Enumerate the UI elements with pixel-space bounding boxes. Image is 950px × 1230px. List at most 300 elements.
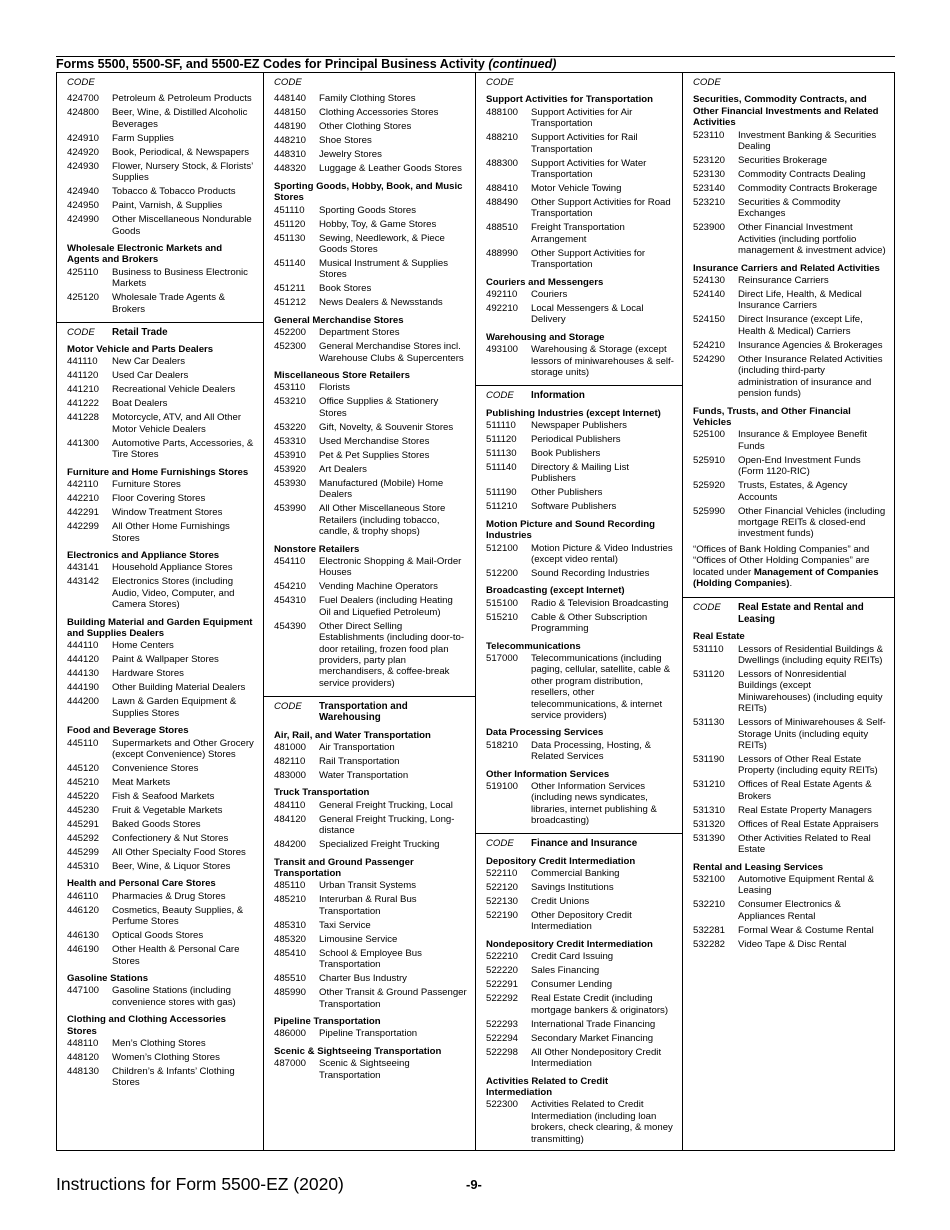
section-title: Retail Trade [112, 326, 168, 338]
code-row [67, 696, 255, 719]
code-column-label: CODE [486, 390, 514, 402]
code-row [274, 920, 467, 931]
activity-code: 453310 [274, 435, 307, 447]
code-row [67, 398, 255, 409]
activity-description: Credit Card Issuing [531, 951, 614, 963]
code-row [486, 303, 674, 326]
code-row [274, 422, 467, 433]
code-column-label: CODE [67, 326, 95, 338]
activity-code: 453930 [274, 477, 307, 489]
activity-description: Florists [319, 382, 350, 394]
section-title: Real Estate and Rental and Leasing [738, 602, 864, 625]
activity-description: Insurance Agencies & Brokerages [738, 339, 883, 351]
activity-description: Convenience Stores [112, 762, 199, 774]
activity-description: Fruit & Vegetable Markets [112, 804, 223, 816]
activity-description: General Freight Trucking, Long-distance [319, 813, 455, 837]
activity-code: 522110 [486, 868, 518, 880]
group-heading: Health and Personal Care Stores [67, 878, 216, 890]
activity-description: Offices of Real Estate Appraisers [738, 818, 879, 830]
activity-code: 532281 [693, 924, 726, 936]
activity-description: Beer, Wine, & Liquor Stores [112, 860, 231, 872]
activity-description: Directory & Mailing List Publishers [531, 461, 630, 485]
group-heading: Air, Rail, and Water Transportation [274, 729, 431, 741]
activity-description: Wholesale Trade Agents & Brokers [112, 292, 226, 315]
activity-code: 445292 [67, 832, 100, 844]
group-heading: Clothing and Clothing Accessories Stores [67, 1014, 227, 1037]
activity-code: 425110 [67, 266, 99, 278]
activity-code: 442291 [67, 507, 100, 519]
activity-code: 531390 [693, 832, 726, 844]
code-row [274, 436, 467, 447]
activity-code: 441120 [67, 370, 99, 382]
activity-code: 453210 [274, 396, 307, 408]
activity-description: Offices of Real Estate Agents & Brokers [738, 779, 872, 802]
activity-description: Floor Covering Stores [112, 493, 206, 505]
code-section [57, 322, 263, 1096]
code-row [486, 896, 674, 907]
activity-code: 448320 [274, 163, 307, 175]
activity-code: 525910 [693, 454, 726, 466]
activity-description: All Other Specialty Food Stores [112, 846, 246, 858]
code-row [67, 133, 255, 144]
code-column-label: CODE [274, 77, 302, 88]
activity-description: Baked Goods Stores [112, 818, 201, 830]
activity-description: School & Employee Bus Transportation [319, 947, 422, 971]
activity-description: Air Transportation [319, 741, 395, 753]
group-heading: Motor Vehicle and Parts Dealers [67, 344, 214, 356]
code-row [274, 297, 467, 308]
code-row [486, 653, 674, 721]
activity-description: Home Centers [112, 640, 174, 652]
activity-code: 424950 [67, 200, 100, 212]
activity-code: 441300 [67, 437, 100, 449]
code-row [274, 880, 467, 891]
activity-description: Rail Transportation [319, 755, 400, 767]
activity-code: 522298 [486, 1046, 519, 1058]
activity-description: General Merchandise Stores incl. Warehouse Clubs & Supercenters [319, 341, 464, 364]
code-row [486, 868, 674, 879]
section-header [486, 76, 674, 88]
code-columns [56, 72, 895, 1151]
code-row [274, 135, 467, 146]
group-heading: Support Activities for Transportation [486, 94, 654, 106]
activity-code: 442110 [67, 479, 99, 491]
activity-description: Shoe Stores [319, 135, 372, 147]
activity-code: 522190 [486, 910, 519, 922]
activity-description: Paint & Wallpaper Stores [112, 654, 219, 666]
note-bold: Management of Companies (Holding Companies) [693, 566, 879, 589]
activity-code: 454390 [274, 620, 307, 632]
page-title-text: Forms 5500, 5500-SF, and 5500-EZ Codes for Principal Business Activity [56, 57, 485, 71]
activity-code: 424800 [67, 107, 100, 119]
code-row [67, 805, 255, 816]
page-title-suffix: (continued) [488, 57, 557, 71]
activity-code: 523130 [693, 169, 726, 181]
code-row [67, 521, 255, 544]
group-heading: Wholesale Electronic Markets and Agents and Brokers [67, 243, 223, 266]
activity-description: Local Messengers & Local Delivery [531, 303, 644, 326]
activity-description: Software Publishers [531, 501, 617, 513]
code-row [693, 155, 886, 166]
code-column-label: CODE [693, 77, 721, 88]
activity-code: 481000 [274, 741, 307, 753]
page-title [56, 57, 556, 71]
activity-code: 523140 [693, 183, 726, 195]
code-row [67, 738, 255, 761]
code-row [486, 501, 674, 512]
activity-description: Supermarkets and Other Grocery (except Convenience) Stores [112, 737, 254, 760]
activity-description: Automotive Parts, Accessories, & Tire Stores [112, 437, 254, 461]
code-row [274, 556, 467, 579]
activity-description: Fuel Dealers (including Heating Oil and Liquefied Petroleum) [319, 595, 453, 618]
activity-code: 488490 [486, 197, 519, 209]
activity-description: Sales Financing [531, 965, 600, 977]
code-row [67, 640, 255, 651]
code-row [486, 222, 674, 245]
activity-description: Trusts, Estates, & Agency Accounts [738, 480, 848, 503]
activity-description: Musical Instrument & Supplies Stores [319, 258, 449, 281]
code-row [274, 258, 467, 281]
code-row [67, 763, 255, 774]
activity-description: Children’s & Infants’ Clothing Stores [112, 1066, 235, 1089]
activity-code: 424920 [67, 146, 100, 158]
activity-description: Cable & Other Subscription Programming [531, 611, 648, 635]
activity-code: 448210 [274, 135, 307, 147]
activity-description: Secondary Market Financing [531, 1032, 654, 1044]
activity-description: Other Financial Vehicles (including mortgage REITs & closed-end investment funds) [738, 505, 886, 540]
section-header [693, 601, 886, 625]
column-1 [57, 73, 264, 1150]
activity-code: 448140 [274, 93, 307, 105]
group-heading: Activities Related to Credit Intermediation [486, 1075, 609, 1098]
group-heading: Rental and Leasing Services [693, 861, 824, 873]
group-heading: Miscellaneous Store Retailers [274, 370, 410, 382]
activity-code: 525920 [693, 480, 726, 492]
code-row [67, 777, 255, 788]
code-section [57, 73, 263, 322]
activity-description: Support Activities for Water Transportation [531, 157, 647, 181]
activity-description: Cosmetics, Beauty Supplies, & Perfume Stores [112, 904, 244, 928]
code-row [67, 507, 255, 518]
activity-description: Other Insurance Related Activities (including third-party administration of insurance and pension funds) [738, 353, 883, 400]
activity-description: Reinsurance Carriers [738, 275, 829, 287]
code-row [274, 770, 467, 781]
activity-description: Lessors of Nonresidential Buildings (except Miniwarehouses) (including equity REITs) [738, 669, 883, 715]
activity-description: Lawn & Garden Equipment & Supplies Stores [112, 696, 237, 719]
activity-description: Freight Transportation Arrangement [531, 222, 625, 245]
code-row [486, 132, 674, 155]
activity-code: 442299 [67, 521, 100, 533]
code-section [683, 73, 894, 597]
activity-description: Gasoline Stations (including convenience stores with gas) [112, 985, 236, 1008]
activity-code: 524150 [693, 314, 726, 326]
activity-description: News Dealers & Newsstands [319, 297, 443, 309]
activity-description: Commodity Contracts Dealing [738, 169, 866, 181]
group-heading: Nonstore Retailers [274, 543, 360, 555]
activity-code: 493100 [486, 344, 519, 356]
activity-code: 444130 [67, 668, 100, 680]
activity-description: All Other Home Furnishings Stores [112, 521, 230, 544]
code-row [486, 965, 674, 976]
code-row [486, 1019, 674, 1030]
code-row [67, 1052, 255, 1063]
code-row [486, 1047, 674, 1070]
group-heading: Furniture and Home Furnishings Stores [67, 466, 249, 478]
activity-description: Other Health & Personal Care Stores [112, 944, 240, 967]
activity-description: Department Stores [319, 327, 400, 339]
code-column-label: CODE [274, 700, 302, 712]
activity-description: Sporting Goods Stores [319, 204, 417, 216]
activity-description: Telecommunications (including paging, cellular, satellite, cable & other program distribution, resellers, other telecommunications, & internet service providers) [531, 652, 671, 721]
code-row [67, 930, 255, 941]
code-row [486, 979, 674, 990]
activity-code: 446130 [67, 930, 100, 942]
code-row [693, 455, 886, 478]
activity-code: 523210 [693, 197, 726, 209]
activity-code: 447100 [67, 985, 100, 997]
code-row [67, 791, 255, 802]
group-heading: Couriers and Messengers [486, 276, 604, 288]
code-row [67, 985, 255, 1008]
group-heading: Data Processing Services [486, 727, 604, 739]
code-row [693, 819, 886, 830]
page-number: -9- [466, 1177, 482, 1192]
code-row [274, 93, 467, 104]
activity-description: Support Activities for Rail Transportation [531, 132, 638, 155]
activity-description: Other Transit & Ground Passenger Transportation [319, 987, 467, 1010]
activity-code: 445210 [67, 776, 100, 788]
activity-code: 515100 [486, 597, 519, 609]
code-row [693, 717, 886, 751]
code-section [683, 597, 894, 957]
activity-description: Art Dealers [319, 463, 367, 475]
activity-code: 441110 [67, 356, 98, 368]
code-row [693, 644, 886, 667]
activity-code: 524210 [693, 339, 726, 351]
activity-description: Limousine Service [319, 933, 398, 945]
activity-code: 448110 [67, 1038, 99, 1050]
activity-description: Book Publishers [531, 447, 601, 459]
activity-description: Commercial Banking [531, 868, 620, 880]
activity-description: Securities Brokerage [738, 155, 828, 167]
activity-description: Other Support Activities for Road Transportation [531, 197, 671, 220]
activity-code: 451211 [274, 283, 306, 295]
activity-code: 532210 [693, 899, 726, 911]
activity-code: 492110 [486, 289, 518, 301]
group-heading: Motion Picture and Sound Recording Industries [486, 518, 655, 542]
code-row [486, 248, 674, 271]
code-row [67, 161, 255, 184]
code-row [486, 420, 674, 431]
activity-description: Hobby, Toy, & Game Stores [319, 218, 437, 230]
code-row [274, 233, 467, 256]
activity-description: Other Support Activities for Transportation [531, 247, 646, 271]
code-row [693, 130, 886, 153]
code-row [274, 450, 467, 461]
column-3 [476, 73, 683, 1150]
activity-description: Other Miscellaneous Nondurable Goods [112, 214, 252, 237]
activity-description: Used Merchandise Stores [319, 435, 430, 447]
activity-code: 522293 [486, 1018, 519, 1030]
group-heading: Depository Credit Intermediation [486, 855, 636, 867]
group-heading: Broadcasting (except Internet) [486, 585, 625, 597]
activity-code: 523120 [693, 155, 726, 167]
activity-code: 532100 [693, 874, 726, 886]
code-row [67, 384, 255, 395]
activity-description: Motion Picture & Video Industries (except video rental) [531, 542, 673, 565]
activity-code: 445310 [67, 860, 100, 872]
activity-description: Savings Institutions [531, 882, 614, 894]
activity-code: 486000 [274, 1028, 307, 1040]
activity-description: Optical Goods Stores [112, 930, 204, 942]
activity-description: Book, Periodical, & Newspapers [112, 146, 250, 158]
activity-description: Petroleum & Petroleum Products [112, 93, 252, 105]
code-row [693, 275, 886, 286]
activity-code: 487000 [274, 1058, 307, 1070]
code-row [67, 562, 255, 573]
code-row [67, 861, 255, 872]
activity-code: 511130 [486, 447, 517, 459]
activity-description: Automotive Equipment Rental & Leasing [738, 874, 874, 897]
activity-description: Activities Related to Credit Intermediation (including loan brokers, check clearing, & money transmitting) [531, 1099, 673, 1145]
code-row [274, 1058, 467, 1081]
code-row [67, 654, 255, 665]
activity-code: 444190 [67, 682, 100, 694]
code-row [486, 951, 674, 962]
code-section [264, 696, 475, 1088]
activity-code: 484200 [274, 839, 307, 851]
code-row [486, 882, 674, 893]
activity-description: Recreational Vehicle Dealers [112, 384, 236, 396]
activity-code: 448120 [67, 1052, 100, 1064]
activity-description: Scenic & Sightseeing Transportation [319, 1058, 410, 1081]
activity-description: Interurban & Rural Bus Transportation [319, 894, 417, 917]
activity-code: 485110 [274, 880, 306, 892]
activity-description: Motorcycle, ATV, and All Other Motor Vehicle Dealers [112, 412, 242, 435]
activity-description: Boat Dealers [112, 398, 168, 410]
code-row [693, 899, 886, 922]
activity-code: 511120 [486, 433, 517, 445]
group-heading: Warehousing and Storage [486, 331, 605, 343]
section-header [486, 837, 674, 849]
activity-description: Open-End Investment Funds (Form 1120-RIC) [738, 454, 861, 478]
column-2 [264, 73, 476, 1150]
activity-code: 446120 [67, 904, 100, 916]
activity-description: Insurance & Employee Benefit Funds [738, 429, 868, 452]
code-row [274, 283, 467, 294]
code-row [486, 462, 674, 485]
activity-code: 451212 [274, 297, 307, 309]
activity-description: Motor Vehicle Towing [531, 183, 622, 195]
activity-code: 445120 [67, 762, 100, 774]
code-row [274, 595, 467, 618]
activity-code: 511140 [486, 461, 517, 473]
code-row [67, 214, 255, 237]
code-row [486, 740, 674, 763]
activity-description: Fish & Seafood Markets [112, 790, 215, 802]
footer-title: Instructions for Form 5500-EZ (2020) [56, 1174, 344, 1194]
code-row [693, 340, 886, 351]
code-row [693, 222, 886, 256]
activity-description: Lessors of Residential Buildings & Dwellings (including equity REITs) [738, 643, 884, 666]
activity-code: 492210 [486, 303, 519, 315]
activity-code: 453110 [274, 382, 306, 394]
activity-code: 522210 [486, 951, 519, 963]
code-row [486, 434, 674, 445]
code-row [486, 197, 674, 220]
code-row [67, 267, 255, 290]
activity-code: 424990 [67, 214, 100, 226]
activity-description: Tobacco & Tobacco Products [112, 186, 236, 198]
activity-code: 443142 [67, 576, 100, 588]
activity-description: Direct Insurance (except Life, Health & Medical) Carriers [738, 314, 863, 337]
activity-code: 485310 [274, 919, 307, 931]
activity-description: Direct Life, Health, & Medical Insurance Carriers [738, 289, 862, 312]
activity-description: International Trade Financing [531, 1018, 656, 1030]
activity-code: 485210 [274, 894, 307, 906]
activity-description: Other Building Material Dealers [112, 682, 246, 694]
group-heading: Nondepository Credit Intermediation [486, 938, 653, 950]
code-row [67, 847, 255, 858]
code-row [67, 891, 255, 902]
activity-description: Other Financial Investment Activities (including portfolio management & investment advice) [738, 222, 886, 257]
activity-code: 453220 [274, 421, 307, 433]
code-row [274, 341, 467, 364]
activity-code: 451140 [274, 258, 306, 270]
activity-code: 448150 [274, 107, 307, 119]
code-row [67, 479, 255, 490]
activity-code: 524290 [693, 353, 726, 365]
activity-description: Formal Wear & Costume Rental [738, 924, 874, 936]
group-heading: Securities, Commodity Contracts, and Other Financial Investments and Related Activities [693, 94, 879, 129]
code-row [693, 480, 886, 503]
section-header [274, 700, 467, 724]
code-row [274, 464, 467, 475]
activity-code: 451120 [274, 218, 306, 230]
activity-code: 454210 [274, 581, 307, 593]
code-row [274, 756, 467, 767]
activity-code: 519100 [486, 781, 519, 793]
activity-description: New Car Dealers [112, 356, 186, 368]
activity-code: 454110 [274, 555, 306, 567]
activity-description: Radio & Television Broadcasting [531, 597, 669, 609]
group-heading: Food and Beverage Stores [67, 725, 189, 737]
activity-description: Urban Transit Systems [319, 880, 417, 892]
activity-code: 425120 [67, 292, 100, 304]
activity-description: Meat Markets [112, 776, 171, 788]
group-heading: Truck Transportation [274, 787, 370, 799]
code-row [693, 805, 886, 816]
section-title: Information [531, 390, 585, 402]
code-row [693, 874, 886, 897]
activity-code: 446190 [67, 944, 100, 956]
group-heading: Building Material and Garden Equipment and Supplies Dealers [67, 616, 253, 639]
activity-code: 448130 [67, 1066, 100, 1078]
activity-code: 512100 [486, 542, 519, 554]
activity-description: Women’s Clothing Stores [112, 1052, 220, 1064]
activity-code: 531120 [693, 669, 725, 680]
section-title: Finance and Insurance [531, 838, 638, 850]
activity-code: 445291 [67, 818, 100, 830]
activity-code: 512200 [486, 567, 519, 579]
activity-description: Other Direct Selling Establishments (including door-to-door retailing, frozen food plan providers, party plan merchandisers, & coffee-break service providers) [319, 620, 465, 689]
activity-code: 444120 [67, 654, 100, 666]
activity-code: 452300 [274, 341, 307, 353]
code-row [67, 819, 255, 830]
code-row [67, 200, 255, 211]
code-row [67, 905, 255, 928]
activity-description: Jewelry Stores [319, 149, 382, 161]
